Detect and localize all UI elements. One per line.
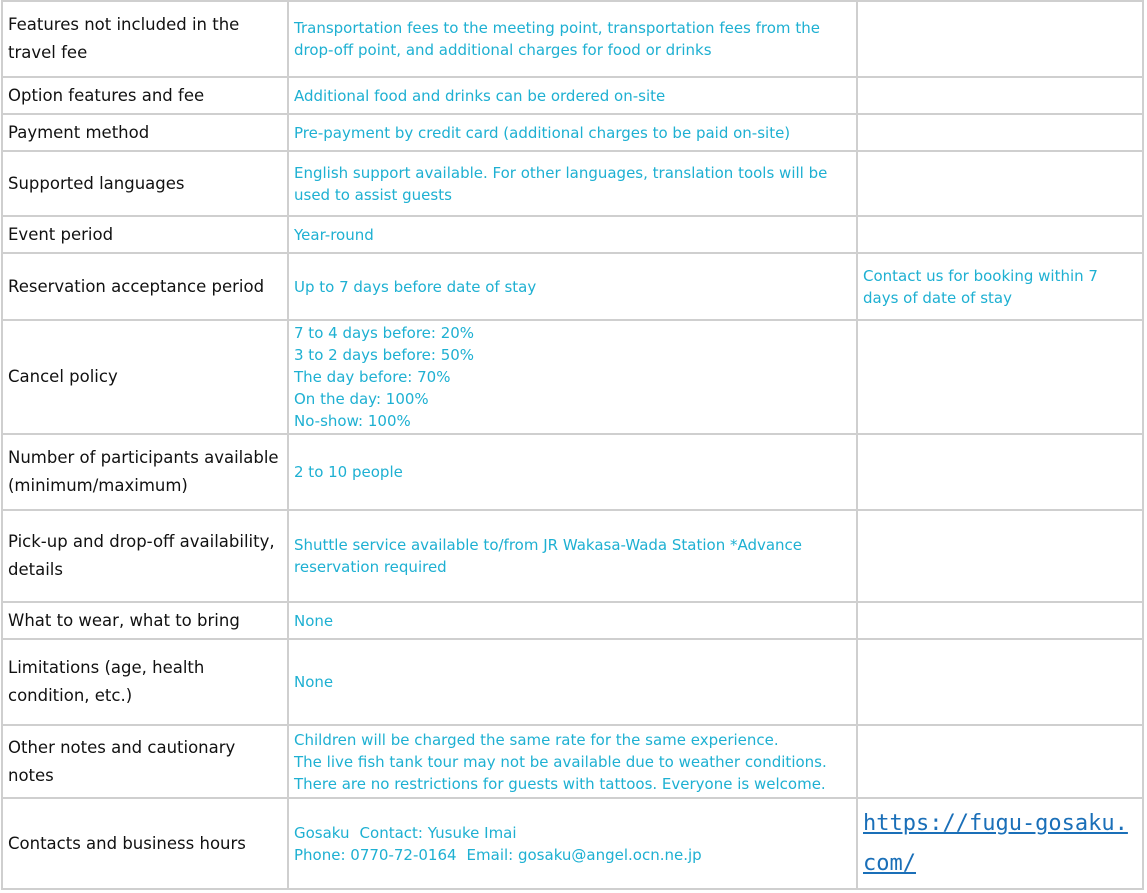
table-row-contacts <box>2 798 1143 889</box>
row-value: Shuttle service available to/from JR Wakasa-Wada Station *Advance reservation required <box>288 510 857 602</box>
row-value: None <box>288 639 857 725</box>
row-note <box>857 434 1143 510</box>
table-row <box>2 725 1143 798</box>
row-label: Option features and fee <box>2 77 288 114</box>
row-label: Features not included in the travel fee <box>2 1 288 77</box>
row-note <box>857 510 1143 602</box>
value-line: 3 to 2 days before: 50% <box>294 346 475 364</box>
row-label: Payment method <box>2 114 288 151</box>
row-note <box>857 725 1143 798</box>
row-value: English support available. For other languages, translation tools will be used to assist guests <box>288 151 857 216</box>
row-label: Limitations (age, health condition, etc.) <box>2 639 288 725</box>
value-line: The live fish tank tour may not be available due to weather conditions. <box>294 752 827 771</box>
row-label: Other notes and cautionary notes <box>2 725 288 798</box>
value-line: On the day: 100% <box>294 390 429 408</box>
table-row <box>2 510 1143 602</box>
row-value: None <box>288 602 857 639</box>
contacts-value <box>288 798 857 889</box>
row-note <box>857 114 1143 151</box>
website-link[interactable]: https://fugu-gosaku.com/ <box>863 810 1128 876</box>
row-note <box>857 151 1143 216</box>
row-value: Additional food and drinks can be ordered on-site <box>288 77 857 114</box>
row-label: What to wear, what to bring <box>2 602 288 639</box>
value-line: There are no restrictions for guests with tattoos. Everyone is welcome. <box>294 774 826 793</box>
contacts-line-1 <box>294 822 851 844</box>
row-label: Cancel policy <box>2 320 288 434</box>
row-value: Transportation fees to the meeting point, transportation fees from the drop-off point, and additional charges for food or drinks <box>288 1 857 77</box>
row-note <box>857 602 1143 639</box>
table-row <box>2 320 1143 434</box>
row-note <box>857 320 1143 434</box>
table-row <box>2 77 1143 114</box>
table-row <box>2 1 1143 77</box>
website-cell <box>857 798 1143 889</box>
phone-number: Phone: 0770-72-0164 <box>294 845 457 864</box>
table-row <box>2 114 1143 151</box>
email-address: Email: gosaku@angel.ocn.ne.jp <box>466 845 702 864</box>
row-label: Number of participants available (minimum/maximum) <box>2 434 288 510</box>
business-name: Gosaku <box>294 823 350 842</box>
contacts-line-2 <box>294 844 851 866</box>
contact-person: Contact: Yusuke Imai <box>359 823 517 842</box>
row-label: Contacts and business hours <box>2 798 288 889</box>
table-row <box>2 216 1143 253</box>
row-label: Event period <box>2 216 288 253</box>
row-note: Contact us for booking within 7 days of date of stay <box>857 253 1143 320</box>
value-line: The day before: 70% <box>294 368 451 386</box>
value-line: No-show: 100% <box>294 412 411 430</box>
row-value: Up to 7 days before date of stay <box>288 253 857 320</box>
row-note <box>857 77 1143 114</box>
table-row <box>2 253 1143 320</box>
row-note <box>857 216 1143 253</box>
row-value: Pre-payment by credit card (additional charges to be paid on-site) <box>288 114 857 151</box>
row-label: Supported languages <box>2 151 288 216</box>
row-label: Reservation acceptance period <box>2 253 288 320</box>
row-value: Year-round <box>288 216 857 253</box>
row-value <box>288 725 857 798</box>
row-value: 2 to 10 people <box>288 434 857 510</box>
row-label: Pick-up and drop-off availability, details <box>2 510 288 602</box>
table-row <box>2 602 1143 639</box>
row-note <box>857 639 1143 725</box>
table-row <box>2 434 1143 510</box>
value-line: 7 to 4 days before: 20% <box>294 324 475 342</box>
tour-info-table <box>1 0 1144 890</box>
table-row <box>2 639 1143 725</box>
table-row <box>2 151 1143 216</box>
row-note <box>857 1 1143 77</box>
value-line: Children will be charged the same rate for the same experience. <box>294 730 779 749</box>
row-value <box>288 320 857 434</box>
